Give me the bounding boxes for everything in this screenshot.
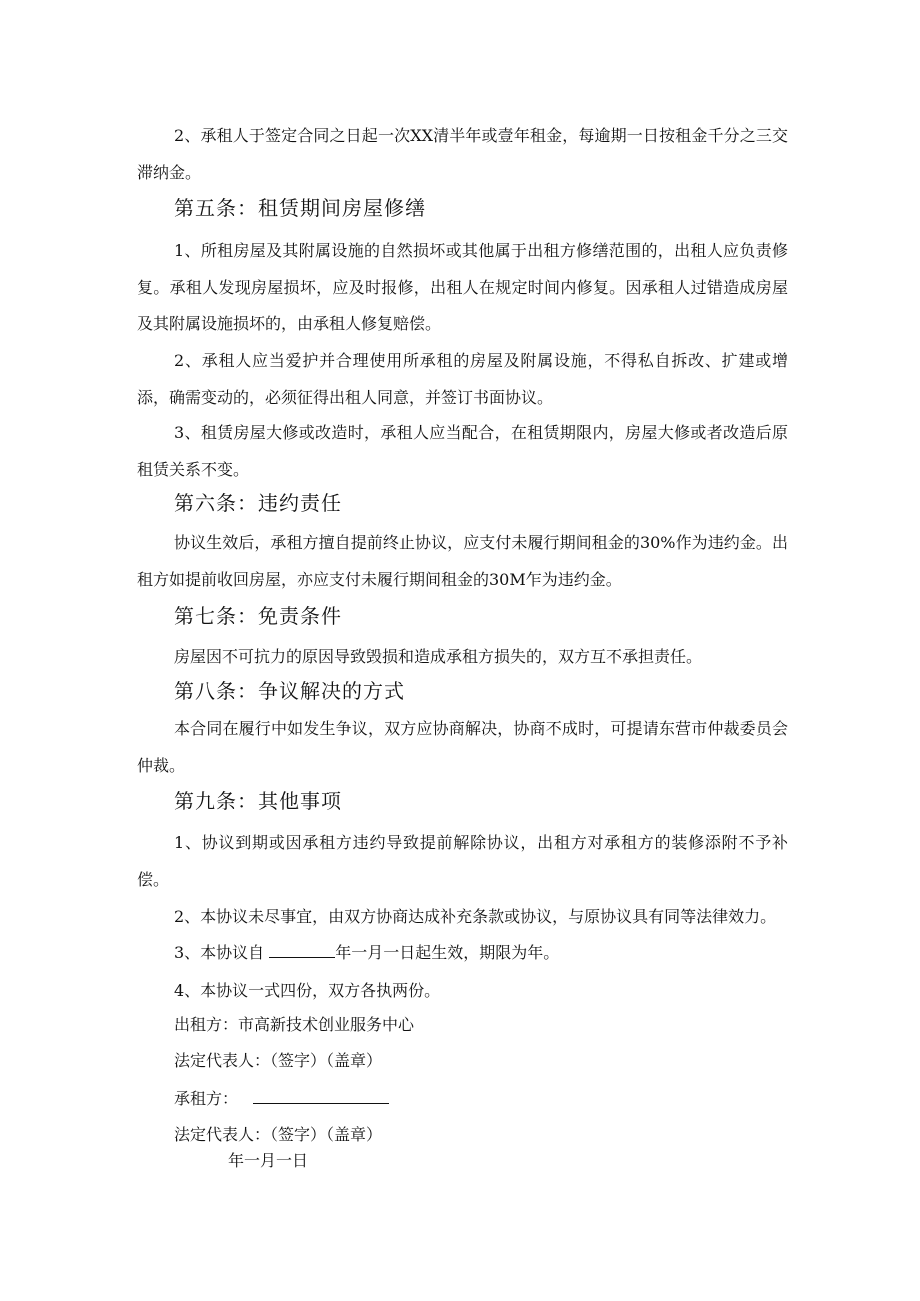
clause8-body: 本合同在履行中如发生争议，双方应协商解决，协商不成时，可提请东营市仲裁委员会仲裁。 (137, 719, 788, 775)
clause6-title: 第六条：违约责任 (174, 491, 342, 515)
clause7-title: 第七条：免责条件 (174, 604, 342, 628)
lessor-name: 出租方：市高新技术创业服务中心 (174, 1015, 415, 1034)
clause9-item2: 2、本协议未尽事宜，由双方协商达成补充条款或协议，与原协议具有同等法律效力。 (174, 907, 777, 926)
clause4-item2: 2、承租人于签定合同之日起一次XX清半年或壹年租金，每逾期一日按租金千分之三交滞纳金。 (137, 126, 788, 182)
clause9-item4: 4、本协议一式四份，双方各执两份。 (174, 981, 441, 1000)
clause5-item3: 3、租赁房屋大修或改造时，承租人应当配合，在租赁期限内，房屋大修或者改造后原租赁关系不变。 (137, 423, 788, 479)
signing-date: 年一月一日 (228, 1151, 309, 1170)
clause8-title: 第八条：争议解决的方式 (174, 679, 405, 703)
clause9-item3 (137, 935, 788, 972)
clause5-title: 第五条：租赁期间房屋修缮 (174, 196, 426, 220)
effective-year-blank (269, 943, 335, 958)
lessee-representative: 法定代表人：（签字）（盖章） (174, 1125, 383, 1144)
lessee-name-blank (253, 1089, 389, 1104)
clause7-body: 房屋因不可抗力的原因导致毁损和造成承租方损失的，双方互不承担责任。 (174, 647, 703, 666)
clause9-item3-prefix: 3、本协议自 (174, 943, 265, 962)
clause5-item2: 2、承租人应当爱护并合理使用所承租的房屋及附属设施，不得私自拆改、扩建或增添，确需变动的，必须征得出租人同意，并签订书面协议。 (137, 351, 788, 407)
clause9-title: 第九条：其他事项 (174, 789, 342, 813)
clause9-item3-suffix: 年一月一日起生效，期限为年。 (335, 943, 560, 962)
lessee-line (174, 1087, 389, 1111)
lessor-representative: 法定代表人：（签字）（盖章） (174, 1051, 383, 1070)
lessee-label: 承租方： (174, 1089, 239, 1108)
clause9-item1: 1、协议到期或因承租方违约导致提前解除协议，出租方对承租方的装修添附不予补偿。 (137, 833, 788, 889)
clause5-item1: 1、所租房屋及其附属设施的自然损坏或其他属于出租方修缮范围的，出租人应负责修复。承租人发现房屋损坏，应及时报修，出租人在规定时间内修复。因承租人过错造成房屋及其附属设施损坏的，由承租人修复赔偿。 (137, 241, 788, 333)
clause6-body: 协议生效后，承租方擅自提前终止协议，应支付未履行期间租金的30%作为违约金。出租方如提前收回房屋，亦应支付未履行期间租金的30M乍为违约金。 (137, 533, 788, 589)
